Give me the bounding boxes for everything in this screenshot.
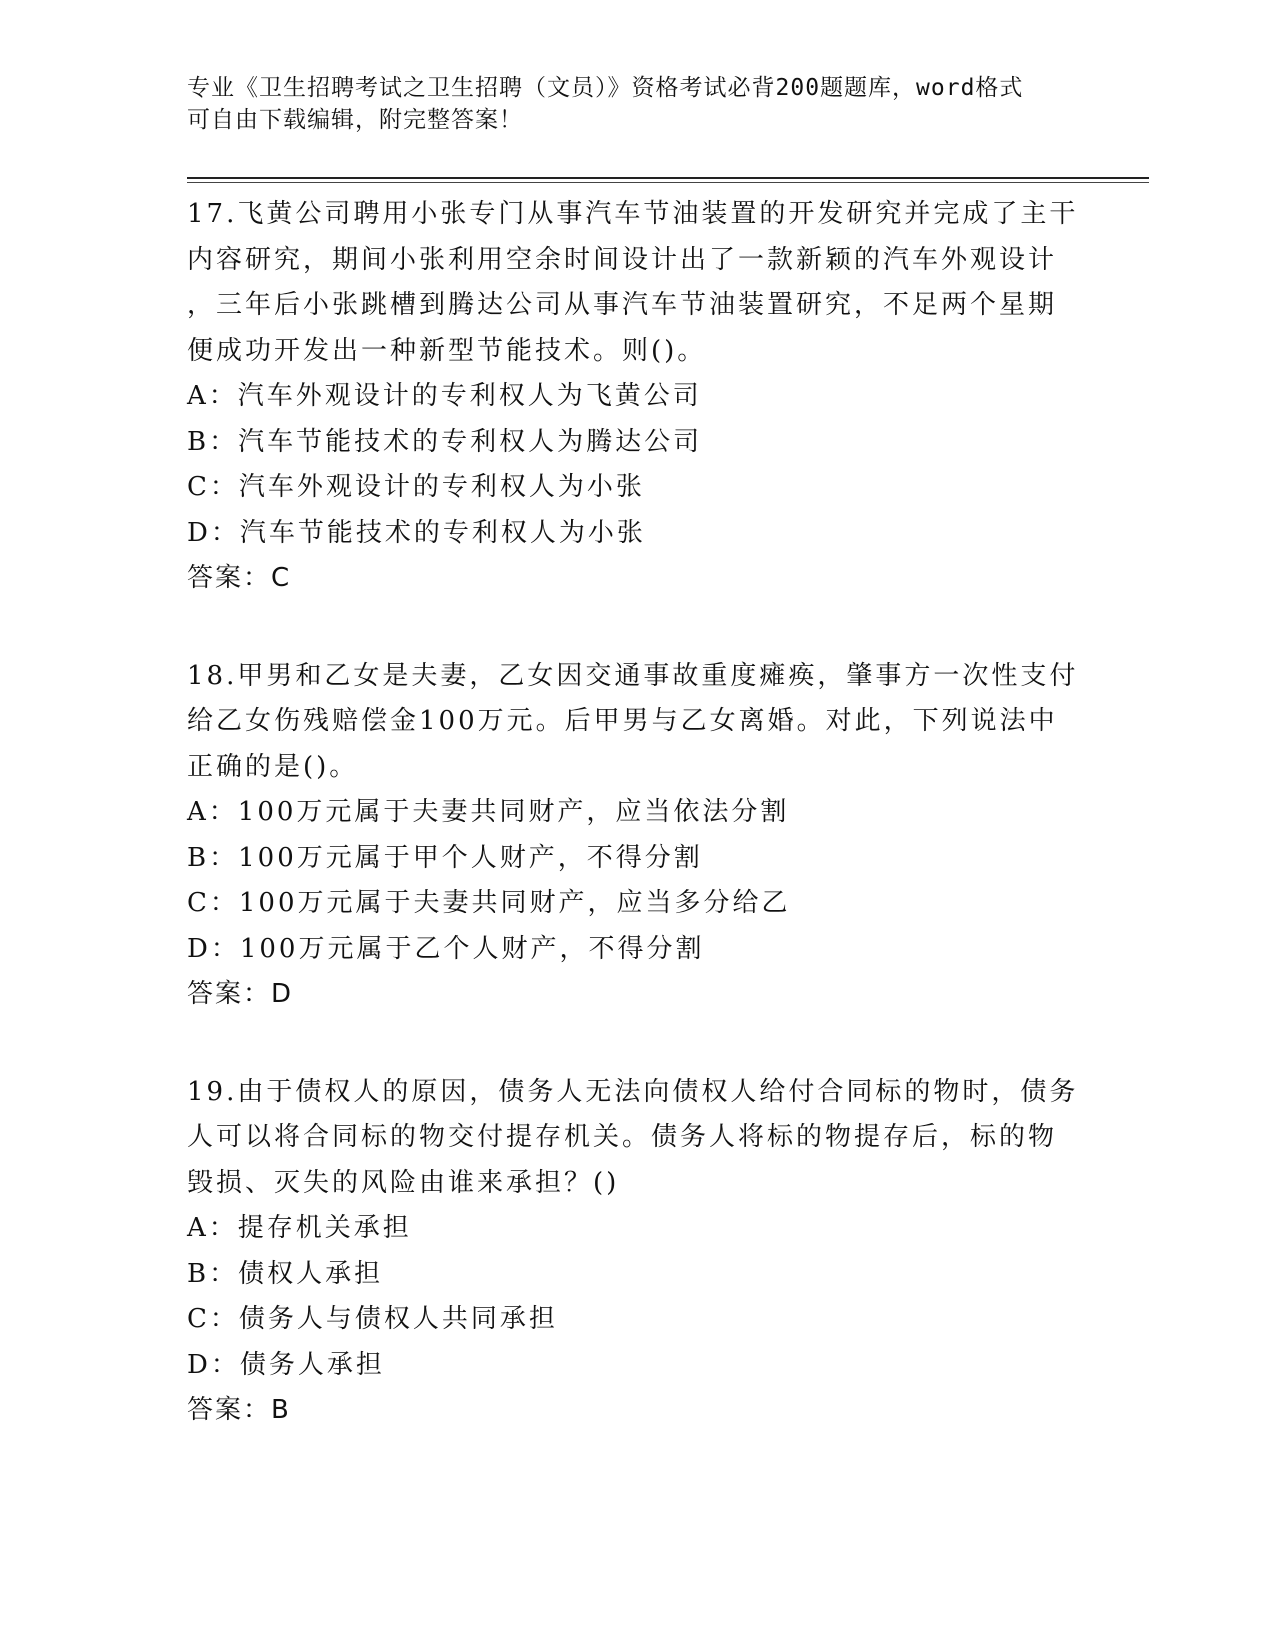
option-d: D：汽车节能技术的专利权人为小张 [187, 517, 646, 548]
stem-line: ，三年后小张跳槽到腾达公司从事汽车节油装置研究，不足两个星期 [187, 290, 1058, 320]
header-divider-thin [187, 182, 1149, 183]
stem-line: 人可以将合同标的物交付提存机关。债务人将标的物提存后，标的物 [187, 1122, 1058, 1152]
question-stem [187, 1070, 1087, 1207]
stem-line: 18.甲男和乙女是夫妻，乙女因交通事故重度瘫痪，肇事方一次性支付 [187, 660, 1079, 691]
stem-line: 便成功开发出一种新型节能技术。则()。 [187, 335, 707, 366]
stem-line: 毁损、灭失的风险由谁来承担？() [187, 1167, 620, 1198]
option-list [187, 374, 1087, 556]
option-b: B：汽车节能技术的专利权人为腾达公司 [187, 426, 703, 457]
option-list [187, 790, 1087, 972]
option-list [187, 1206, 1087, 1388]
answer-line: 答案：C [187, 563, 292, 593]
stem-line: 内容研究，期间小张利用空余时间设计出了一款新颖的汽车外观设计 [187, 244, 1058, 275]
question-stem [187, 654, 1087, 791]
option-a: A：100万元属于夫妻共同财产，应当依法分割 [187, 797, 790, 827]
question-19 [187, 1070, 1087, 1434]
document-header [187, 72, 1067, 136]
option-d: D：债务人承担 [187, 1349, 385, 1380]
header-divider-thick [187, 177, 1149, 179]
stem-line: 给乙女伤残赔偿金100万元。后甲男与乙女离婚。对此，下列说法中 [187, 706, 1058, 736]
option-a: A：提存机关承担 [187, 1213, 412, 1243]
option-b: B：债权人承担 [187, 1258, 384, 1289]
option-b: B：100万元属于甲个人财产，不得分割 [187, 842, 703, 873]
option-d: D：100万元属于乙个人财产，不得分割 [187, 933, 705, 964]
answer-line: 答案：D [187, 979, 294, 1009]
stem-line: 正确的是()。 [187, 751, 359, 782]
header-line-2: 可自由下载编辑，附完整答案！ [187, 107, 523, 133]
option-c: C：债务人与债权人共同承担 [187, 1304, 558, 1334]
question-18 [187, 654, 1087, 1018]
stem-line: 19.由于债权人的原因，债务人无法向债权人给付合同标的物时，债务 [187, 1076, 1079, 1107]
answer-line: 答案：B [187, 1395, 291, 1425]
header-line-1: 专业《卫生招聘考试之卫生招聘（文员）》资格考试必背200题题库，word格式 [187, 75, 1024, 101]
question-list [187, 192, 1087, 1434]
question-stem [187, 192, 1087, 374]
stem-line: 17.飞黄公司聘用小张专门从事汽车节油装置的开发研究并完成了主干 [187, 199, 1079, 229]
option-c: C：汽车外观设计的专利权人为小张 [187, 472, 645, 502]
option-c: C：100万元属于夫妻共同财产，应当多分给乙 [187, 888, 791, 918]
question-17 [187, 192, 1087, 602]
option-a: A：汽车外观设计的专利权人为飞黄公司 [187, 381, 702, 411]
